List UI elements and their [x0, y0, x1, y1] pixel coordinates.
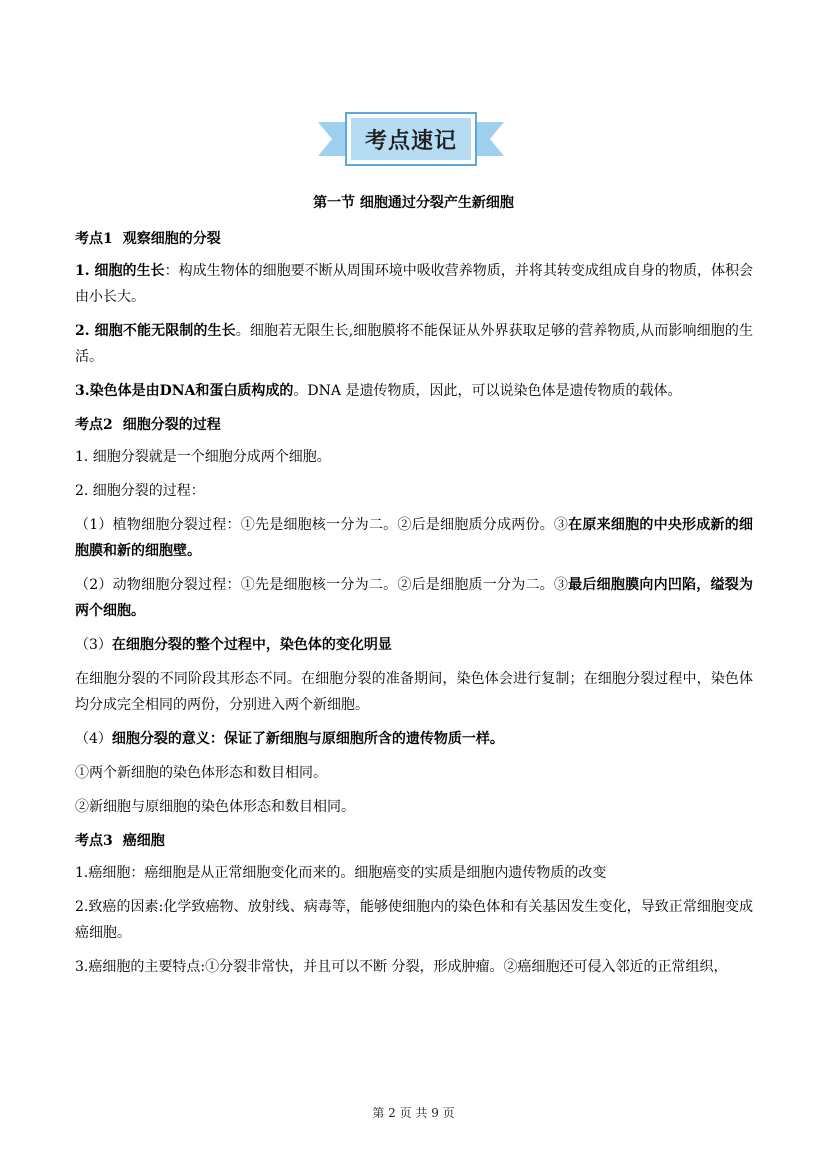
kp1-paragraph-2	[75, 318, 753, 370]
kp1-p3-text: 。DNA 是遗传物质，因此，可以说染色体是遗传物质的载体。	[293, 383, 682, 399]
kp1-p3-bold: 3.染色体是由DNA和蛋白质构成的	[75, 383, 294, 399]
kp3-paragraph-1: 1.癌细胞：癌细胞是从正常细胞变化而来的。细胞癌变的实质是细胞内遗传物质的改变	[75, 865, 607, 881]
kp2-s2-bold: 最后细胞膜向内凹陷，缢裂为两个细胞。	[75, 577, 754, 619]
kp2-s4-prefix: （4）	[75, 731, 112, 747]
kp2-significance-a: ①两个新细胞的染色体形态和数目相同。	[75, 765, 327, 781]
kp1-paragraph-1	[75, 258, 753, 310]
kp2-significance-heading	[75, 726, 753, 752]
kp3-heading	[75, 828, 753, 854]
kp3-name: 癌细胞	[122, 833, 165, 849]
kp1-p1-text: ：构成生物体的细胞要不断从周围环境中吸收营养物质，并将其转变成组成自身的物质，体积会由小长大。	[75, 263, 753, 305]
kp2-animal-division	[75, 572, 753, 624]
kp2-s1-bold: 在原来细胞的中央形成新的细胞膜和新的细胞壁。	[75, 517, 754, 559]
kp1-p2-bold: 2. 细胞不能无限制的生长	[75, 323, 236, 339]
kp3-label: 考点3	[75, 833, 113, 849]
banner-title: 考点速记	[364, 128, 457, 154]
kp2-label: 考点2	[75, 417, 113, 433]
kp1-p2-text: 。细胞若无限生长,细胞膜将不能保证从外界获取足够的营养物质,从而影响细胞的生活。	[75, 323, 753, 365]
kp1-p1-bold: 1. 细胞的生长	[75, 263, 165, 279]
kp2-paragraph-2: 2. 细胞分裂的过程：	[75, 483, 205, 499]
kp2-s2-text: （2）动物细胞分裂过程：①先是细胞核一分为二。②后是细胞质一分为二。③	[75, 577, 569, 593]
kp2-chromosome-heading	[75, 632, 753, 658]
kp3-paragraph-2: 2.致癌的因素:化学致癌物、放射线、病毒等，能够使细胞内的染色体和有关基因发生变化，导致正常细胞变成癌细胞。	[75, 899, 753, 941]
kp3-paragraph-3: 3.癌细胞的主要特点:①分裂非常快，并且可以不断 分裂，形成肿瘤。②癌细胞还可侵入邻近的正常组织，	[75, 959, 728, 975]
kp2-chromosome-text: 在细胞分裂的不同阶段其形态不同。在细胞分裂的准备期间，染色体会进行复制；在细胞分裂过程中，染色体均分成完全相同的两份，分别进入两个新细胞。	[75, 671, 753, 713]
kp2-name: 细胞分裂的过程	[122, 417, 221, 433]
kp2-heading	[75, 412, 753, 438]
document-body	[75, 222, 753, 988]
kp2-s1-text: （1）植物细胞分裂过程：①先是细胞核一分为二。②后是细胞质分成两份。③	[75, 517, 569, 533]
section-banner	[318, 112, 504, 166]
kp2-plant-division	[75, 512, 753, 564]
kp2-paragraph-1: 1. 细胞分裂就是一个细胞分成两个细胞。	[75, 449, 331, 465]
kp1-paragraph-3	[75, 378, 753, 404]
kp1-name: 观察细胞的分裂	[122, 231, 221, 247]
kp1-label: 考点1	[75, 231, 113, 247]
kp1-heading	[75, 226, 753, 252]
kp2-significance-b: ②新细胞与原细胞的染色体形态和数目相同。	[75, 799, 355, 815]
page-footer: 第 2 页 共 9 页	[372, 1106, 455, 1120]
kp2-s3-bold: 在细胞分裂的整个过程中，染色体的变化明显	[111, 637, 392, 653]
kp2-s3-prefix: （3）	[75, 637, 112, 653]
section-title: 第一节 细胞通过分裂产生新细胞	[313, 195, 514, 211]
kp2-s4-bold: 细胞分裂的意义：保证了新细胞与原细胞所含的遗传物质一样。	[111, 731, 504, 747]
